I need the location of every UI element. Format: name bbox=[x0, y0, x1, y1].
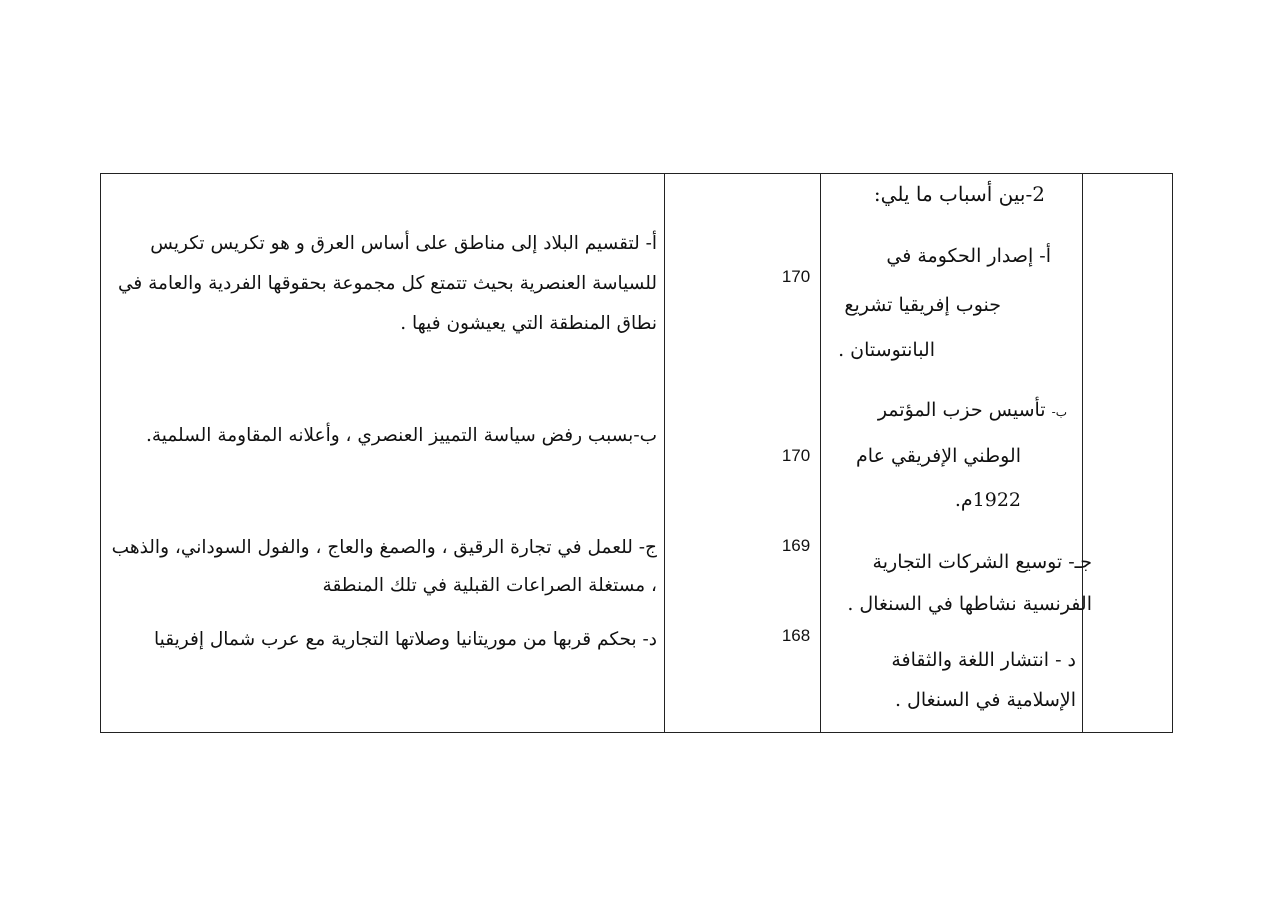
answer-b-line-1: ب-بسبب رفض سياسة التمييز العنصري ، وأعلانه المقاومة السلمية. bbox=[145, 425, 657, 446]
answer-c-line-1: ج- للعمل في تجارة الرقيق ، والصمغ والعاج ، والفول السوداني، والذهب bbox=[111, 537, 657, 558]
column-divider-questions bbox=[1082, 174, 1083, 732]
page-number-b: 170 bbox=[781, 446, 811, 465]
question-a-line-1: أ- إصدار الحكومة في bbox=[886, 245, 1051, 267]
column-divider-answers bbox=[664, 174, 665, 732]
question-a-line-3: البانتوستان . bbox=[838, 339, 935, 361]
question-b-line-1 bbox=[878, 396, 1067, 426]
page-number-d: 168 bbox=[781, 626, 811, 645]
page-number-c: 169 bbox=[781, 536, 811, 555]
answer-a-line-2: للسياسة العنصرية بحيث تتمتع كل مجموعة بحقوقها الفردية والعامة في bbox=[117, 273, 657, 294]
question-c-line-1: جـ- توسيع الشركات التجارية bbox=[872, 551, 1092, 573]
answer-c-line-2: ، مستغلة الصراعات القبلية في تلك المنطقة bbox=[322, 575, 657, 596]
questions-title: 2-بين أسباب ما يلي: bbox=[873, 182, 1045, 206]
question-d-line-2: الإسلامية في السنغال . bbox=[894, 689, 1076, 711]
answer-d-line-1: د- بحكم قربها من موريتانيا وصلاتها التجارية مع عرب شمال إفريقيا bbox=[154, 629, 657, 650]
question-b-line-2: الوطني الإفريقي عام bbox=[856, 445, 1021, 467]
question-b-line-3: 1922م. bbox=[954, 489, 1021, 511]
question-b-letter: ب- bbox=[1051, 405, 1067, 419]
question-a-line-2: جنوب إفريقيا تشريع bbox=[844, 294, 1001, 316]
page-number-a: 170 bbox=[781, 267, 811, 286]
answer-a-line-1: أ- لتقسيم البلاد إلى مناطق على أساس العرق و هو تكريس تكريس bbox=[150, 233, 657, 254]
answer-a-line-3: نطاق المنطقة التي يعيشون فيها . bbox=[400, 313, 657, 334]
question-c-line-2: الفرنسية نشاطها في السنغال . bbox=[847, 593, 1092, 615]
question-b-text: تأسيس حزب المؤتمر bbox=[877, 399, 1046, 421]
question-d-line-1: د - انتشار اللغة والثقافة bbox=[891, 649, 1076, 671]
